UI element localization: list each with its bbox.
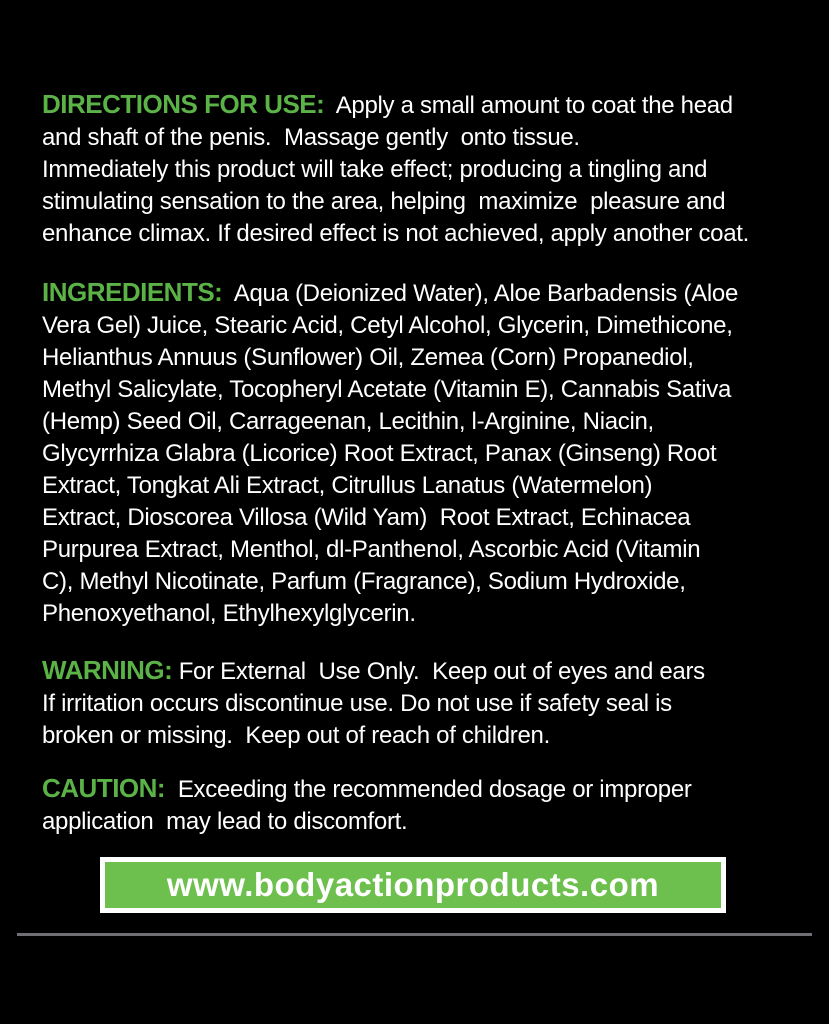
- warning-text: For External Use Only. Keep out of eyes and ears: [172, 658, 705, 685]
- directions-line: [42, 88, 811, 122]
- ingredients-line: Helianthus Annuus (Sunflower) Oil, Zemea (Corn) Propanediol,: [42, 344, 694, 371]
- ingredients-heading: INGREDIENTS:: [42, 277, 223, 307]
- directions-line: Immediately this product will take effect; producing a tingling and: [42, 156, 708, 183]
- caution-heading: CAUTION:: [42, 773, 166, 803]
- warning-line: broken or missing. Keep out of reach of children.: [42, 722, 550, 749]
- ingredients-line: Extract, Tongkat Ali Extract, Citrullus Lanatus (Watermelon): [42, 472, 653, 499]
- ingredients-line: C), Methyl Nicotinate, Parfum (Fragrance), Sodium Hydroxide,: [42, 568, 686, 595]
- directions-heading: DIRECTIONS FOR USE:: [42, 89, 325, 119]
- bottom-divider-line: [17, 933, 812, 936]
- warning-line: If irritation occurs discontinue use. Do not use if safety seal is: [42, 690, 672, 717]
- directions-line: enhance climax. If desired effect is not achieved, apply another coat.: [42, 220, 749, 247]
- ingredients-line: Phenoxyethanol, Ethylhexylglycerin.: [42, 600, 416, 627]
- website-url: www.bodyactionproducts.com: [166, 866, 660, 903]
- directions-text: Apply a small amount to coat the head: [324, 92, 733, 119]
- ingredients-line: Purpurea Extract, Menthol, dl-Panthenol, Ascorbic Acid (Vitamin: [42, 536, 701, 563]
- warning-heading: WARNING:: [42, 655, 173, 685]
- directions-section: [42, 88, 811, 250]
- ingredients-line: Glycyrrhiza Glabra (Licorice) Root Extract, Panax (Ginseng) Root: [42, 440, 717, 467]
- website-banner: [100, 857, 726, 913]
- ingredients-line: (Hemp) Seed Oil, Carrageenan, Lecithin, l-Arginine, Niacin,: [42, 408, 654, 435]
- caution-text: Exceeding the recommended dosage or improper: [165, 776, 692, 803]
- caution-line: [42, 772, 811, 806]
- ingredients-text: Aqua (Deionized Water), Aloe Barbadensis (Aloe: [222, 280, 739, 307]
- warning-section: [42, 654, 811, 752]
- ingredients-section: [42, 276, 811, 630]
- caution-section: [42, 772, 811, 838]
- directions-line: and shaft of the penis. Massage gently onto tissue.: [42, 124, 580, 151]
- warning-line: [42, 654, 811, 688]
- ingredients-line: Vera Gel) Juice, Stearic Acid, Cetyl Alcohol, Glycerin, Dimethicone,: [42, 312, 733, 339]
- caution-line: application may lead to discomfort.: [42, 808, 408, 835]
- ingredients-line: Methyl Salicylate, Tocopheryl Acetate (Vitamin E), Cannabis Sativa: [42, 376, 731, 403]
- directions-line: stimulating sensation to the area, helping maximize pleasure and: [42, 188, 726, 215]
- ingredients-line: [42, 276, 811, 310]
- ingredients-line: Extract, Dioscorea Villosa (Wild Yam) Root Extract, Echinacea: [42, 504, 691, 531]
